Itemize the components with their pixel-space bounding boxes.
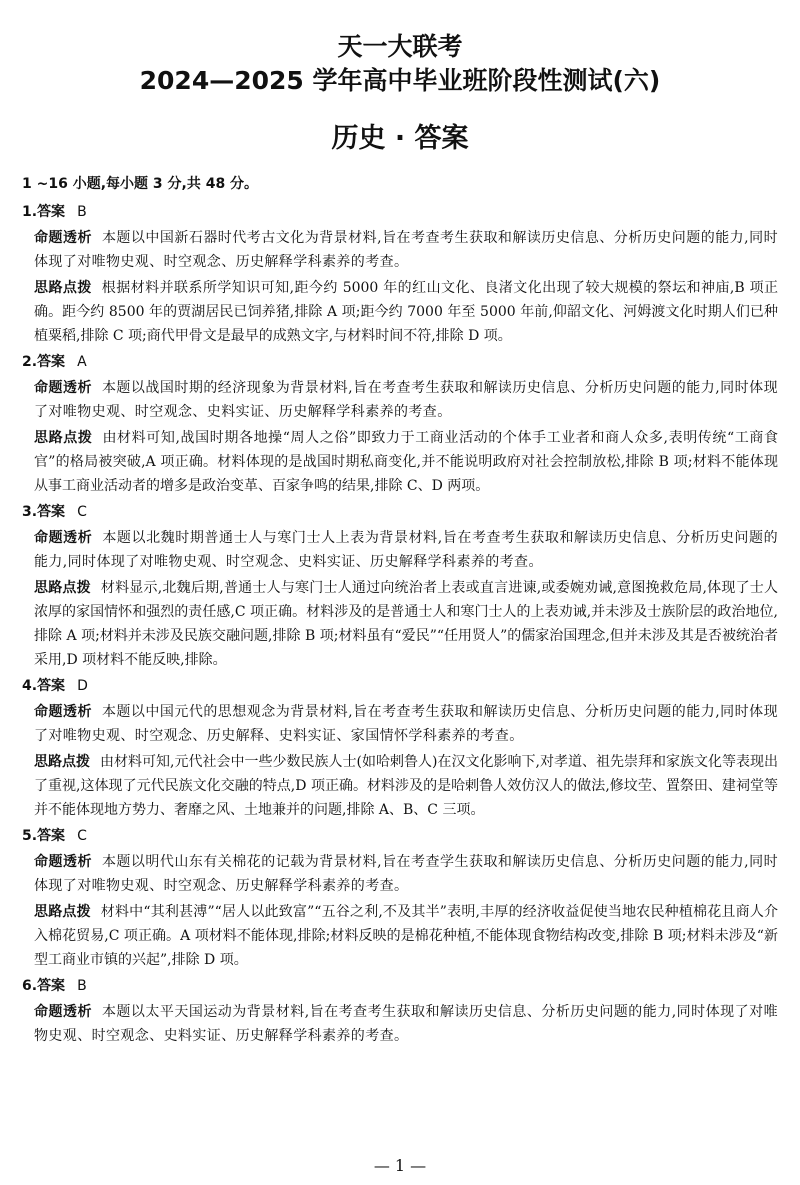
thinking-label: 思路点拨 <box>34 280 92 296</box>
analysis-label: 命题透析 <box>34 530 93 546</box>
answer-value: B <box>77 204 87 220</box>
question-number: 6. <box>22 978 38 994</box>
answer-value: B <box>77 978 87 994</box>
question-item <box>22 500 778 672</box>
answer-value: A <box>77 354 87 370</box>
question-number: 5. <box>22 828 38 844</box>
thinking-paragraph <box>22 576 778 672</box>
analysis-text: 本题以北魏时期普通士人与寒门士人上表为背景材料,旨在考查考生获取和解读历史信息、分析历史问题的能力,同时体现了对唯物史观、时空观念、史料实证、历史解释学科素养的考查。 <box>34 530 779 570</box>
answer-label: 答案 <box>37 504 66 520</box>
analysis-paragraph <box>22 1000 778 1048</box>
thinking-text: 材料显示,北魏后期,普通士人与寒门士人通过向统治者上表或直言进谏,或委婉劝诫,意图挽救危局,体现了士人浓厚的家国情怀和强烈的责任感,C 项正确。材料涉及的是普通士人和寒门士人的上表劝诫,并未涉及士族阶层的政治地位,排除 A 项;材料并未涉及民族交融问题,排除 B 项;材料虽有“爱民”“任用贤人”的儒家治国理念,但并未涉及其是否被统治者采用,D 项材料不能反映,排除。 <box>34 580 779 668</box>
thinking-paragraph <box>22 426 778 498</box>
question-list <box>22 200 778 1048</box>
page-number: — 1 — <box>373 1156 427 1175</box>
answer-label: 答案 <box>37 354 66 370</box>
thinking-label: 思路点拨 <box>34 430 93 446</box>
section-intro: 1 ~16 小题,每小题 3 分,共 48 分。 <box>22 176 259 192</box>
answer-line <box>22 674 778 698</box>
question-number: 1. <box>22 204 38 220</box>
exam-title: 2024—2025 学年高中毕业班阶段性测试(六) <box>139 66 661 95</box>
thinking-text: 由材料可知,战国时期各地操“周人之俗”即致力于工商业活动的个体手工业者和商人众多,表明传统“工商食官”的格局被突破,A 项正确。材料体现的是战国时期私商变化,并不能说明政府对社会控制放松,排除 B 项;材料不能体现从事工商业活动者的增多是政治变革、百家争鸣的结果,排除 C、D 两项。 <box>34 430 778 494</box>
analysis-paragraph <box>22 526 778 574</box>
answer-line <box>22 500 778 524</box>
answer-line <box>22 824 778 848</box>
thinking-text: 根据材料并联系所学知识可知,距今约 5000 年的红山文化、良渚文化出现了较大规模的祭坛和神庙,B 项正确。距今约 8500 年的贾湖居民已饲养猪,排除 A 项;距今约 7000 年至 5000 年前,仰韶文化、河姆渡文化时期人们已种植粟稻,排除 C 项;商代甲骨文是最早的成熟文字,与材料时间不符,排除 D 项。 <box>34 280 779 344</box>
thinking-label: 思路点拨 <box>34 754 91 770</box>
question-item <box>22 974 778 1048</box>
analysis-text: 本题以明代山东有关棉花的记载为背景材料,旨在考查学生获取和解读历史信息、分析历史问题的能力,同时体现了对唯物史观、时空观念、历史解释学科素养的考查。 <box>34 854 778 894</box>
analysis-label: 命题透析 <box>34 854 92 870</box>
analysis-label: 命题透析 <box>34 230 92 246</box>
exam-organizer-title: 天一大联考 <box>337 32 463 61</box>
analysis-paragraph <box>22 850 778 898</box>
analysis-paragraph <box>22 700 778 748</box>
answer-value: D <box>77 678 88 694</box>
question-number: 4. <box>22 678 38 694</box>
question-item <box>22 200 778 348</box>
answer-line <box>22 200 778 224</box>
thinking-text: 材料中“其利甚溥”“居人以此致富”“五谷之利,不及其半”表明,丰厚的经济收益促使当地农民种植棉花且商人介入棉花贸易,C 项正确。A 项材料不能体现,排除;材料反映的是棉花种植,不能体现食物结构改变,排除 B 项;材料未涉及“新型工商业市镇的兴起”,排除 D 项。 <box>34 904 779 968</box>
answer-label: 答案 <box>37 678 66 694</box>
analysis-label: 命题透析 <box>34 704 92 720</box>
question-item <box>22 824 778 972</box>
analysis-text: 本题以战国时期的经济现象为背景材料,旨在考查考生获取和解读历史信息、分析历史问题的能力,同时体现了对唯物史观、时空观念、史料实证、历史解释学科素养的考查。 <box>34 380 778 420</box>
thinking-text: 由材料可知,元代社会中一些少数民族人士(如哈剌鲁人)在汉文化影响下,对孝道、祖先崇拜和家族文化等表现出了重视,这体现了元代民族文化交融的特点,D 项正确。材料涉及的是哈剌鲁人效仿汉人的做法,修坟茔、置祭田、建祠堂等并不能体现地方势力、奢靡之风、土地兼并的问题,排除 A、B、C 三项。 <box>34 754 778 818</box>
analysis-label: 命题透析 <box>34 1004 92 1020</box>
subject-title: 历史 · 答案 <box>331 123 469 154</box>
answer-value: C <box>77 504 87 520</box>
answer-line <box>22 350 778 374</box>
question-number: 3. <box>22 504 38 520</box>
thinking-paragraph <box>22 276 778 348</box>
thinking-label: 思路点拨 <box>34 580 91 596</box>
analysis-paragraph <box>22 376 778 424</box>
answer-label: 答案 <box>37 978 66 994</box>
answer-label: 答案 <box>37 204 66 220</box>
question-item <box>22 350 778 498</box>
analysis-label: 命题透析 <box>34 380 92 396</box>
question-number: 2. <box>22 354 38 370</box>
answer-label: 答案 <box>37 828 66 844</box>
thinking-label: 思路点拨 <box>34 904 91 920</box>
answer-line <box>22 974 778 998</box>
thinking-paragraph <box>22 750 778 822</box>
analysis-paragraph <box>22 226 778 274</box>
analysis-text: 本题以中国新石器时代考古文化为背景材料,旨在考查考生获取和解读历史信息、分析历史问题的能力,同时体现了对唯物史观、时空观念、历史解释学科素养的考查。 <box>34 230 778 270</box>
thinking-paragraph <box>22 900 778 972</box>
analysis-text: 本题以太平天国运动为背景材料,旨在考查考生获取和解读历史信息、分析历史问题的能力,同时体现了对唯物史观、时空观念、史料实证、历史解释学科素养的考查。 <box>34 1004 778 1044</box>
question-item <box>22 674 778 822</box>
analysis-text: 本题以中国元代的思想观念为背景材料,旨在考查考生获取和解读历史信息、分析历史问题的能力,同时体现了对唯物史观、时空观念、历史解释、史料实证、家国情怀学科素养的考查。 <box>34 704 778 744</box>
answer-value: C <box>77 828 87 844</box>
